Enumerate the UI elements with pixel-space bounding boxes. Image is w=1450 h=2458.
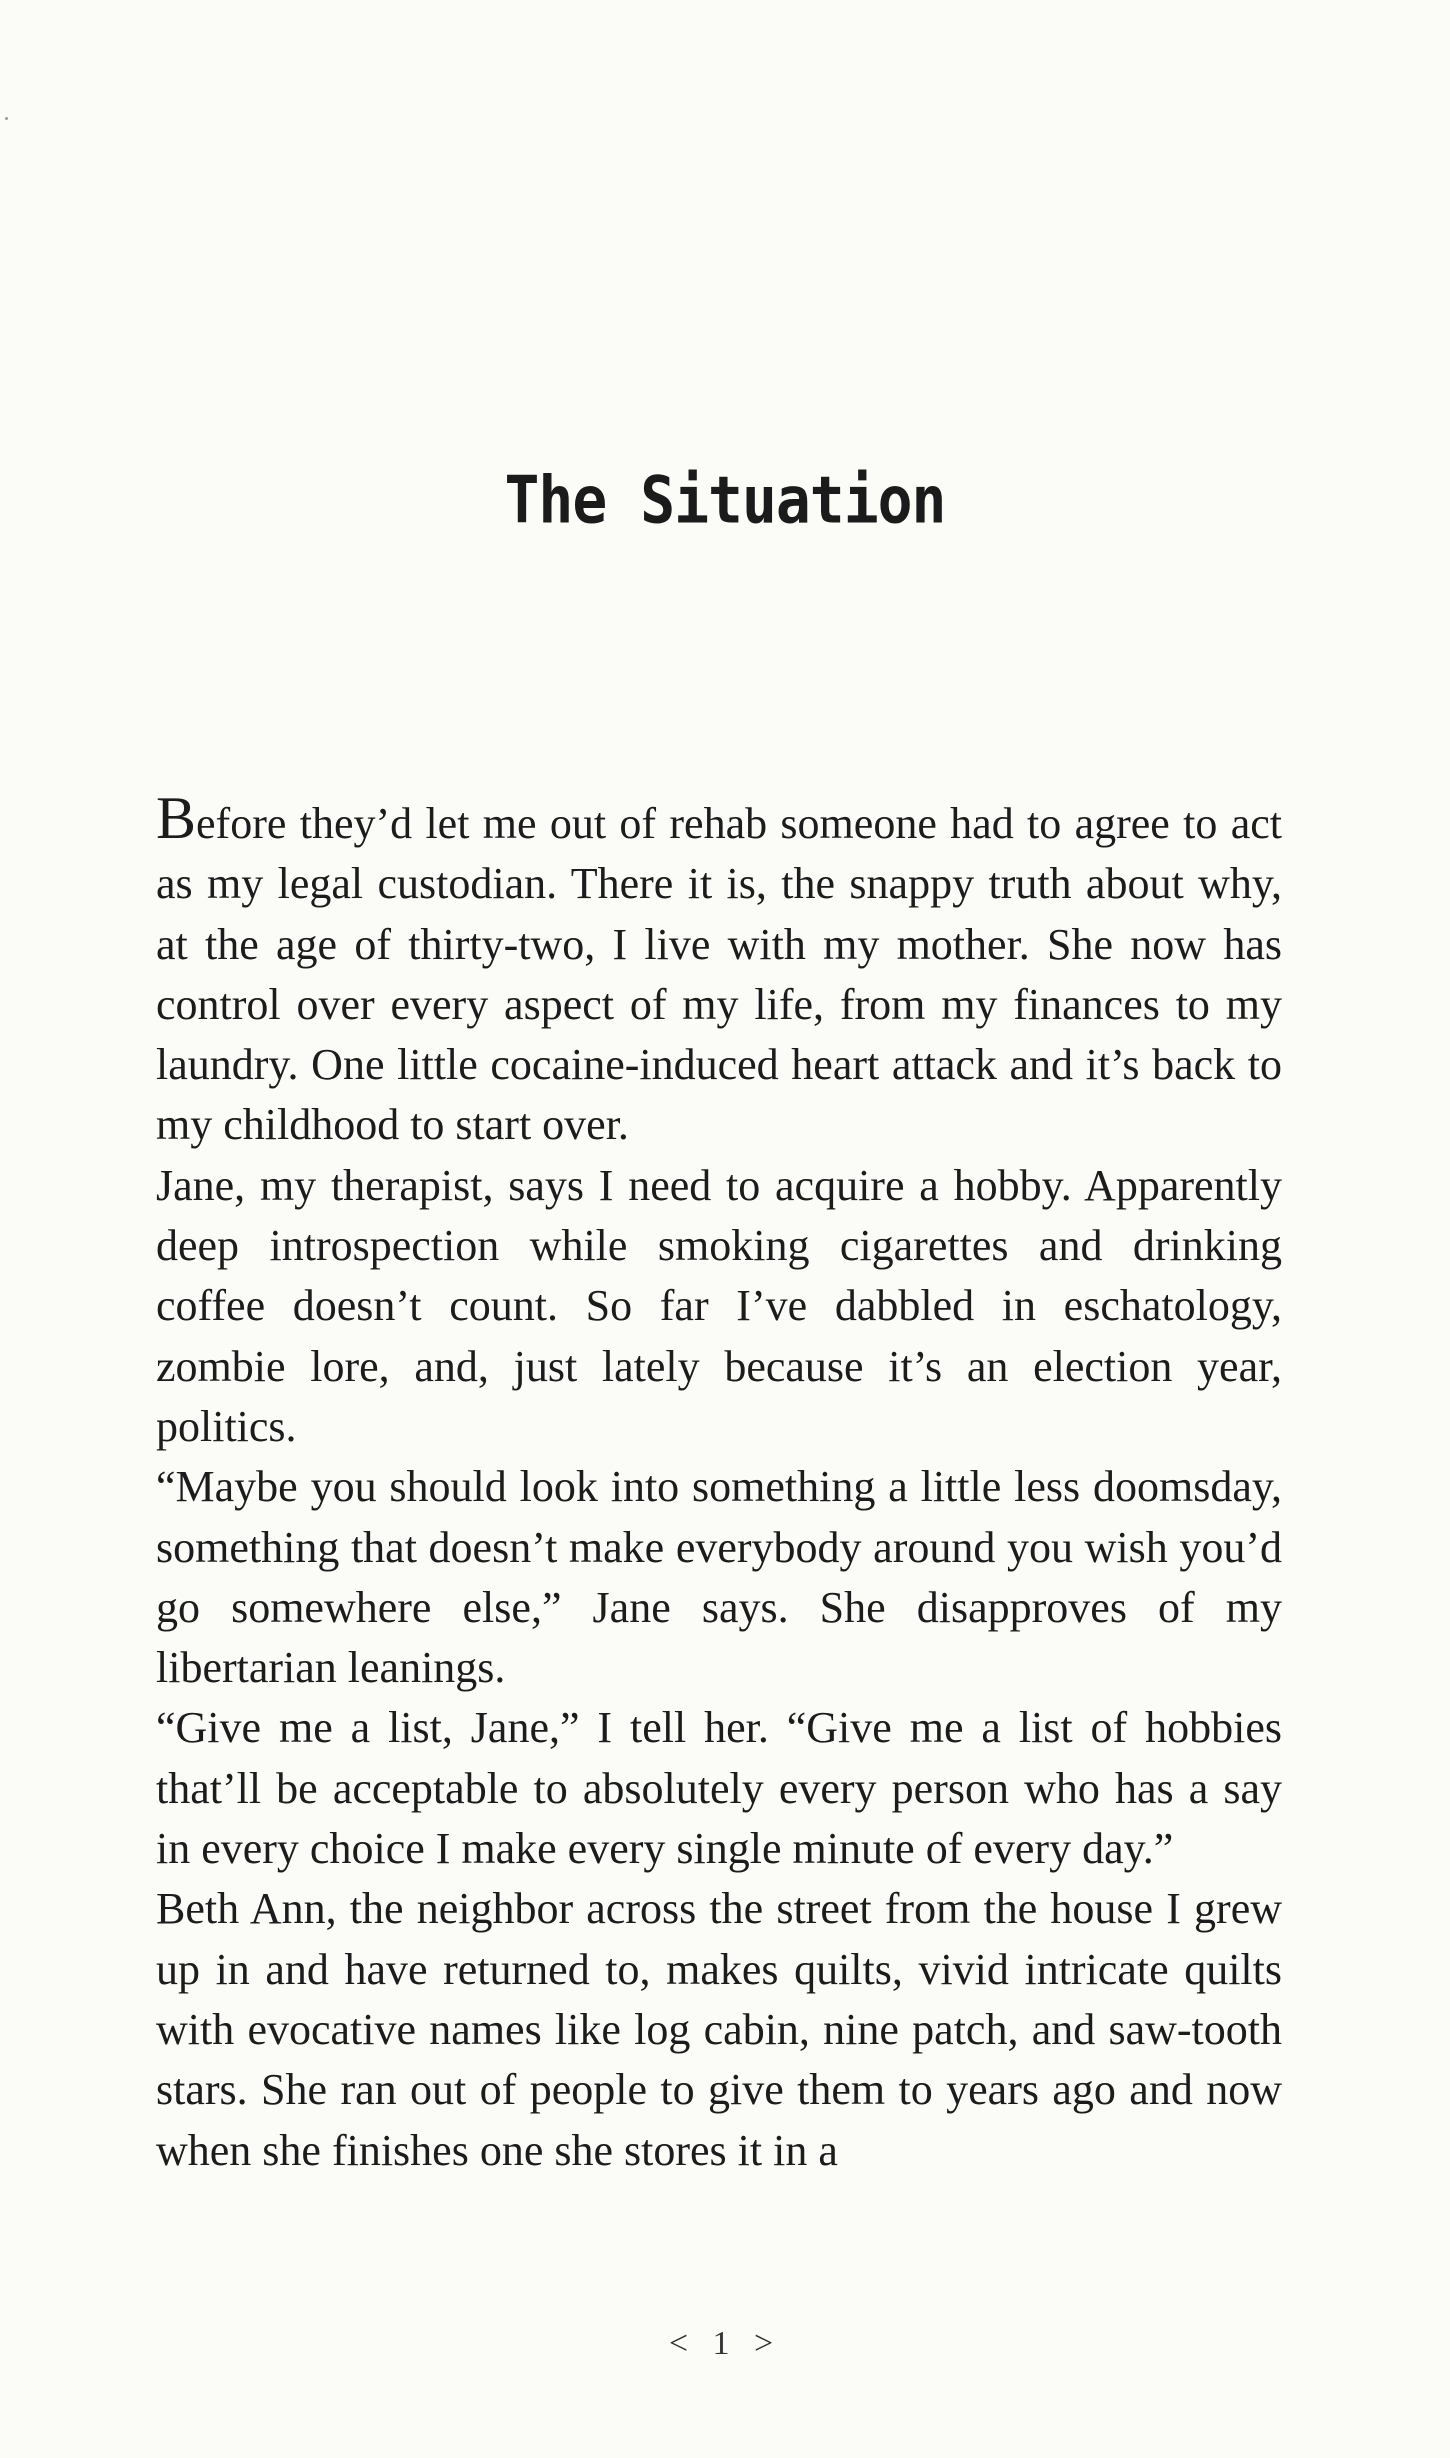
paragraph-1: Before they’d let me out of rehab someone had to agree to act as my legal custodian. There it is, the snappy truth about why, at the age of thirty-two, I live with my mother. She now has control over every aspect of my life, from my finances to my laundry. One little cocaine-induced heart attack and it’s back to my childhood to start over. bbox=[156, 785, 1282, 1150]
chapter-title: The Situation bbox=[504, 462, 946, 539]
paragraph-4: “Give me a list, Jane,” I tell her. “Give me a list of hobbies that’ll be acceptable to absolutely every person who has a say in every choice I make every single minute of every day.” bbox=[156, 1703, 1282, 1874]
paragraph-3: “Maybe you should look into something a little less doomsday, something that doesn’t make everybody around you wish you’d go somewhere else,” Jane says. She disapproves of my libertarian leanings. bbox=[156, 1462, 1282, 1693]
paragraph-2: Jane, my therapist, says I need to acquire a hobby. Apparently deep introspection while smoking cigarettes and drinking coffee doesn’t count. So far I’ve dabbled in eschatology, zombie lore, and, just lately because it’s an election year, politics. bbox=[156, 1160, 1282, 1451]
scan-speck bbox=[5, 117, 8, 120]
body-text bbox=[156, 785, 1282, 2181]
paragraph-5: Beth Ann, the neighbor across the street from the house I grew up in and have returned to, makes quilts, vivid intricate quilts with evocative names like log cabin, nine patch, and saw-tooth stars. She ran out of people to give them to years ago and now when she finishes one she stores it in a bbox=[156, 1884, 1282, 2175]
page-number: < 1 > bbox=[668, 2325, 782, 2362]
